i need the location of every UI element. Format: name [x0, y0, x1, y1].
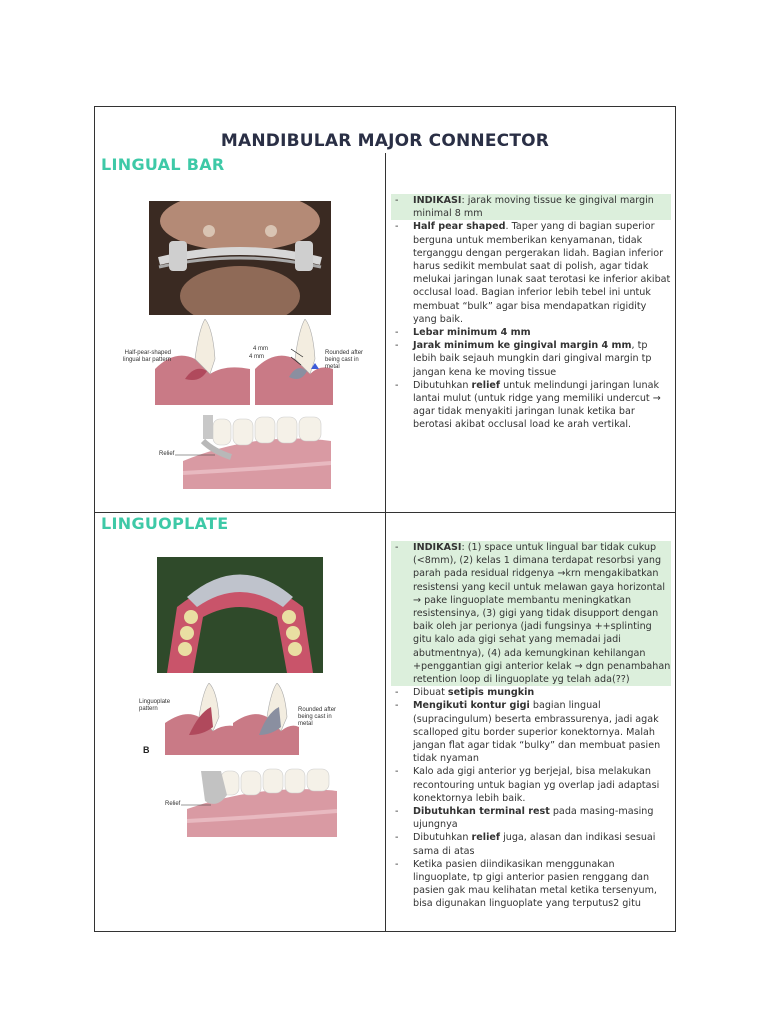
list-item: - INDIKASI: jarak moving tissue ke gingival margin minimal 8 mm — [391, 194, 671, 220]
linguoplate-rounded-diagram — [233, 683, 299, 755]
rounded-label: Rounded after being cast in metal — [325, 350, 364, 370]
section-heading-linguoplate: LINGUOPLATE — [101, 514, 229, 533]
page-title: MANDIBULAR MAJOR CONNECTOR — [220, 131, 550, 151]
list-item: - Jarak minimum ke gingival margin 4 mm, tp lebih baik sejauh mungkin dari gingival margin tp jangan kena ke moving tissue — [395, 340, 652, 378]
column-divider — [385, 153, 386, 931]
relief-pointer-1 — [175, 451, 215, 461]
half-pear-label: Half-pear-shaped lingual bar pattern — [122, 350, 171, 363]
measure-label-2: 4 mm — [249, 354, 264, 360]
figure-letter-b: B — [143, 745, 150, 755]
rounded-diagram — [255, 319, 333, 405]
list-item: - Ketika pasien diindikasikan menggunakan linguoplate, tp gigi anterior pasien renggang dan pasien gak mau kelihatan metal ketika tersenyum, bisa digunakan linguoplate yang terputus2 gitu — [395, 858, 657, 910]
list-item: - INDIKASI: (1) space untuk lingual bar tidak cukup (<8mm), (2) kelas 1 dimana terdapat resorbsi yang parah pada residual ridgenya →krn mengakibatkan resistensi yang kecil untuk melawan gaya horizontal → pake linguoplate membantu meningkatkan resistensinya, (3) gigi yang tidak disupport dengan baik oleh jar perionya (jadi fungsinya ++splinting gitu kalo ada gigi sehat yang memadai jadi abutmentnya), (4) ada kemungkinan kehilangan +penggantian gigi anterior kelak → dgn penambahan retention loop di linguoplate yg telah ada(??) — [391, 541, 671, 686]
title-row — [95, 107, 675, 153]
list-item: - Lebar minimum 4 mm — [395, 327, 531, 339]
linguoplate-pattern-diagram — [165, 683, 239, 755]
relief-label-1: Relief — [159, 451, 175, 457]
list-item: - Dibutuhkan relief juga, alasan dan indikasi sesuai sama di atas — [395, 832, 656, 857]
lingual-bar-relief-diagram — [183, 411, 331, 489]
linguoplate-photo — [157, 557, 323, 673]
measure-label-1: 4 mm — [253, 346, 268, 352]
linguoplate-bullet-list — [391, 541, 671, 911]
relief-label-2: Relief — [165, 801, 181, 807]
lingual-bar-bullet-list — [391, 194, 671, 432]
list-item: - Dibuat setipis mungkin — [395, 687, 535, 699]
lingual-bar-photo — [149, 201, 331, 315]
list-item: - Kalo ada gigi anterior yg berjejal, bisa melakukan recontouring untuk bagian yg overlap jadi adaptasi konektornya lebih baik. — [395, 766, 660, 804]
linguoplate-rounded-label: Rounded after being cast in metal — [298, 707, 337, 727]
linguoplate-pattern-label: Linguoplate pattern — [139, 699, 171, 712]
list-item: - Dibutuhkan terminal rest pada masing-masing ujungnya — [395, 806, 654, 831]
list-item: - Dibutuhkan relief untuk melindungi jaringan lunak lantai mulut (untuk ridge yang memiliki undercut → agar tidak menyakiti jaringan lunak ketika bar berotasi akibat occlusal load ke arah vertikal. — [395, 379, 661, 431]
document-table — [94, 106, 676, 932]
row-divider — [95, 512, 675, 513]
section-heading-lingual-bar: LINGUAL BAR — [101, 155, 225, 174]
list-item: - Half pear shaped. Taper yang di bagian superior berguna untuk memberikan kenyamanan, tidak terganggu dengan pergerakan lidah. Bagian inferior harus sedikit membulat saat di polish, agar tidak melukai jaringan lunak saat terotasi ke inferior akibat occlusal load. Bagian inferior lebih tebel ini untuk membuat “bulk” agar bisa mendapatkan rigidity yang baik. — [395, 221, 671, 325]
list-item: - Mengikuti kontur gigi bagian lingual (supracingulum) beserta embrassurenya, jadi agak scalloped gitu border superior konektornya. Malah jangan flat agar tidak “bulky” dan membuat pasien tidak nyaman — [395, 700, 661, 765]
relief-pointer-2 — [181, 801, 211, 811]
